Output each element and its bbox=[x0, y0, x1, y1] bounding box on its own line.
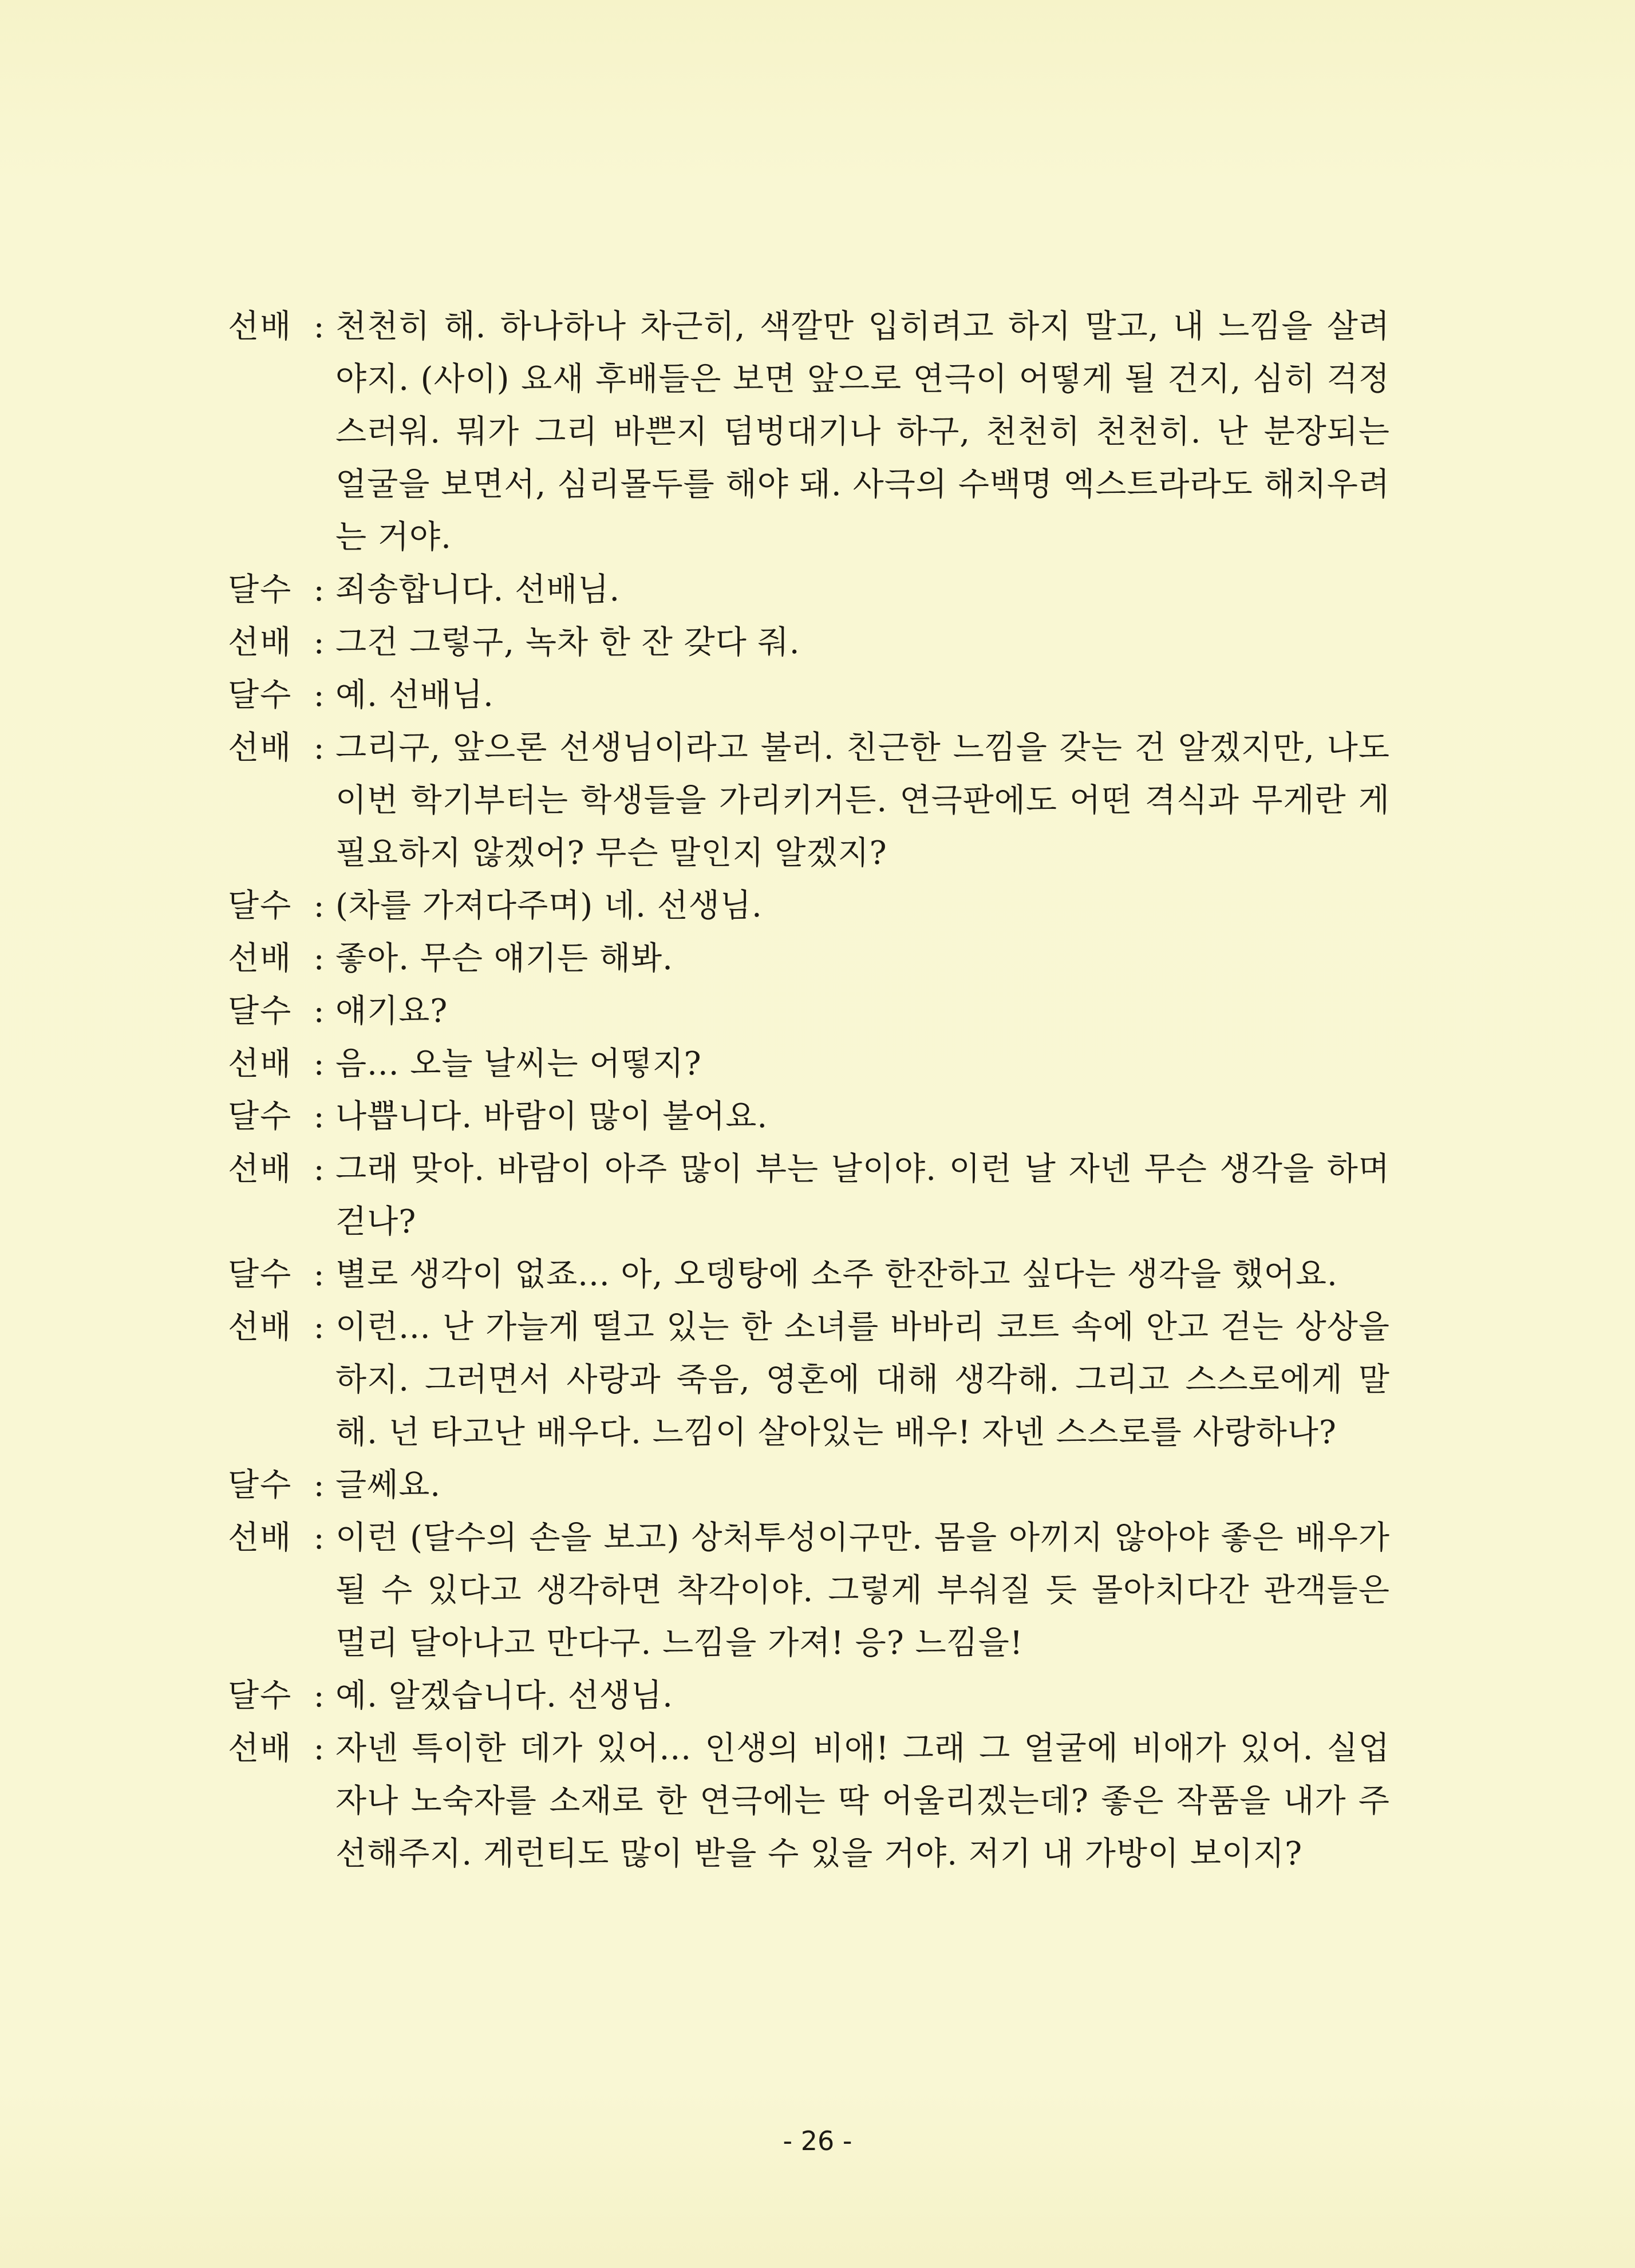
dialogue-block bbox=[228, 301, 1390, 1880]
speaker-colon: : bbox=[313, 677, 325, 714]
speaker-name: 선배 bbox=[228, 1519, 293, 1556]
dialogue-text: 예. 알겠습니다. 선생님. bbox=[335, 1677, 673, 1714]
dialogue-line bbox=[228, 301, 1390, 564]
speaker-colon: : bbox=[313, 940, 325, 977]
dialogue-text: 자넨 특이한 데가 있어... 인생의 비애! 그래 그 얼굴에 비애가 있어. 실업자나 노숙자를 소재로 한 연극에는 딱 어울리겠는데? 좋은 작품을 내가 주선해주지. 게런티도 많이 받을 수 있을 거야. 저기 내 가방이 보이지? bbox=[335, 1730, 1390, 1872]
dialogue-line bbox=[228, 1143, 1390, 1248]
speaker-colon: : bbox=[313, 1677, 325, 1714]
dialogue-line bbox=[228, 1670, 1390, 1722]
dialogue-line bbox=[228, 1248, 1390, 1301]
dialogue-line bbox=[228, 1038, 1390, 1090]
speaker-colon: : bbox=[313, 1098, 325, 1135]
dialogue-text: 예. 선배님. bbox=[335, 677, 494, 714]
speaker-name: 선배 bbox=[228, 624, 293, 661]
speaker-colon: : bbox=[313, 1467, 325, 1504]
dialogue-text: 좋아. 무슨 얘기든 해봐. bbox=[335, 940, 673, 977]
speaker-name: 선배 bbox=[228, 1730, 293, 1767]
dialogue-line bbox=[228, 880, 1390, 933]
speaker-name: 선배 bbox=[228, 1309, 293, 1346]
speaker-colon: : bbox=[313, 571, 325, 609]
speaker-name: 달수 bbox=[228, 677, 293, 714]
dialogue-line bbox=[228, 985, 1390, 1038]
dialogue-line bbox=[228, 1512, 1390, 1670]
speaker-colon: : bbox=[313, 1309, 325, 1346]
dialogue-text: 그리구, 앞으론 선생님이라고 불러. 친근한 느낌을 갖는 건 알겠지만, 나도 이번 학기부터는 학생들을 가리키거든. 연극판에도 어떤 격식과 무게란 게 필요하지 않겠어? 무슨 말인지 알겠지? bbox=[335, 729, 1390, 872]
speaker-name: 달수 bbox=[228, 571, 293, 609]
dialogue-line bbox=[228, 1090, 1390, 1143]
speaker-name: 달수 bbox=[228, 993, 293, 1030]
speaker-colon: : bbox=[313, 1730, 325, 1767]
speaker-colon: : bbox=[313, 1151, 325, 1188]
speaker-name: 달수 bbox=[228, 1098, 293, 1135]
speaker-name: 선배 bbox=[228, 308, 293, 345]
speaker-name: 달수 bbox=[228, 887, 293, 924]
dialogue-line bbox=[228, 617, 1390, 669]
speaker-name: 선배 bbox=[228, 1045, 293, 1082]
speaker-colon: : bbox=[313, 624, 325, 661]
dialogue-line bbox=[228, 564, 1390, 617]
speaker-name: 선배 bbox=[228, 729, 293, 766]
dialogue-text: 별로 생각이 없죠... 아, 오뎅탕에 소주 한잔하고 싶다는 생각을 했어요. bbox=[335, 1256, 1338, 1293]
dialogue-text: 그래 맞아. 바람이 아주 많이 부는 날이야. 이런 날 자넨 무슨 생각을 하며 걷나? bbox=[335, 1151, 1390, 1240]
page-number: - 26 - bbox=[783, 2125, 852, 2156]
dialogue-line bbox=[228, 669, 1390, 722]
dialogue-text: 천천히 해. 하나하나 차근히, 색깔만 입히려고 하지 말고, 내 느낌을 살려야지. (사이) 요새 후배들은 보면 앞으로 연극이 어떻게 될 건지, 심히 걱정스러워. 뭐가 그리 바쁜지 덤벙대기나 하구, 천천히 천천히. 난 분장되는 얼굴을 보면서, 심리몰두를 해야 돼. 사극의 수백명 엑스트라라도 해치우려는 거야. bbox=[335, 308, 1390, 556]
dialogue-line bbox=[228, 1301, 1390, 1459]
speaker-name: 달수 bbox=[228, 1467, 293, 1504]
speaker-colon: : bbox=[313, 1519, 325, 1556]
dialogue-text: 이런... 난 가늘게 떨고 있는 한 소녀를 바바리 코트 속에 안고 걷는 상상을 하지. 그러면서 사랑과 죽음, 영혼에 대해 생각해. 그리고 스스로에게 말해. 넌 타고난 배우다. 느낌이 살아있는 배우! 자넨 스스로를 사랑하나? bbox=[335, 1309, 1390, 1451]
speaker-name: 선배 bbox=[228, 940, 293, 977]
dialogue-text: 죄송합니다. 선배님. bbox=[335, 571, 621, 609]
dialogue-text: 얘기요? bbox=[335, 993, 448, 1030]
speaker-colon: : bbox=[313, 1256, 325, 1293]
speaker-colon: : bbox=[313, 308, 325, 345]
dialogue-line bbox=[228, 1459, 1390, 1512]
speaker-name: 달수 bbox=[228, 1256, 293, 1293]
speaker-colon: : bbox=[313, 729, 325, 766]
dialogue-text: (차를 가져다주며) 네. 선생님. bbox=[335, 887, 763, 924]
dialogue-line bbox=[228, 933, 1390, 985]
speaker-colon: : bbox=[313, 887, 325, 924]
speaker-name: 달수 bbox=[228, 1677, 293, 1714]
speaker-colon: : bbox=[313, 993, 325, 1030]
dialogue-text: 그건 그렇구, 녹차 한 잔 갖다 줘. bbox=[335, 624, 800, 661]
dialogue-line bbox=[228, 1722, 1390, 1880]
dialogue-text: 나쁩니다. 바람이 많이 불어요. bbox=[335, 1098, 768, 1135]
speaker-name: 선배 bbox=[228, 1151, 293, 1188]
dialogue-text: 이런 (달수의 손을 보고) 상처투성이구만. 몸을 아끼지 않아야 좋은 배우가 될 수 있다고 생각하면 착각이야. 그렇게 부숴질 듯 몰아치다간 관객들은 멀리 달아나고 만다구. 느낌을 가져! 응? 느낌을! bbox=[335, 1519, 1390, 1662]
dialogue-text: 음... 오늘 날씨는 어떻지? bbox=[335, 1045, 702, 1082]
dialogue-text: 글쎄요. bbox=[335, 1467, 441, 1504]
dialogue-line bbox=[228, 722, 1390, 880]
speaker-colon: : bbox=[313, 1045, 325, 1082]
